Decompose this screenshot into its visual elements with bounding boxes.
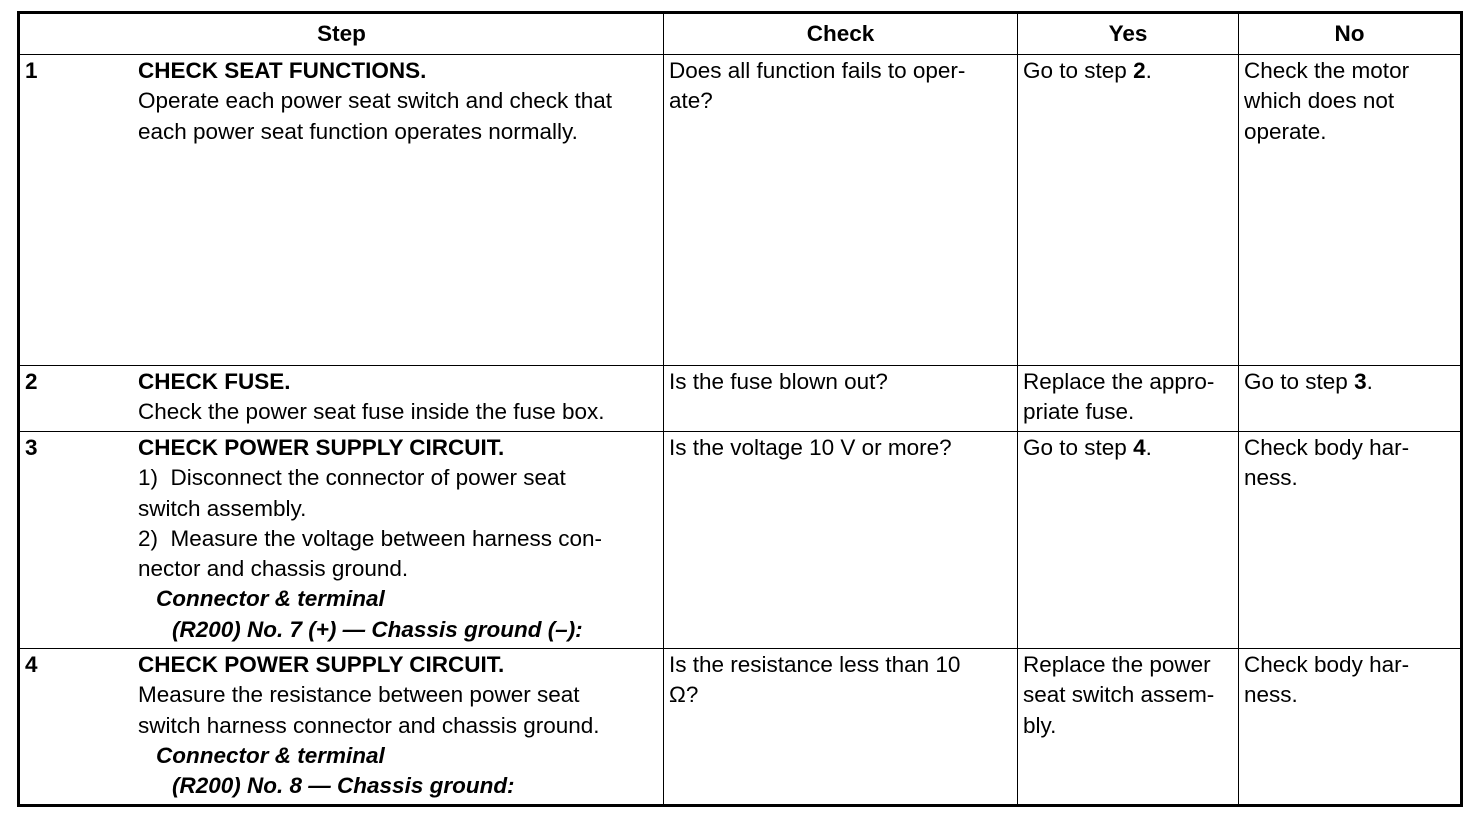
step-title: CHECK POWER SUPPLY CIRCUIT. — [138, 435, 505, 460]
step-instruction: each power seat function operates normally. — [138, 118, 578, 144]
no-cell — [1239, 649, 1462, 806]
connector-label: Connector & terminal — [156, 586, 385, 612]
table-row — [19, 55, 1462, 366]
yes-cell — [1018, 366, 1239, 432]
step-number: 2 — [25, 369, 38, 394]
check-text: Ω? — [669, 682, 699, 708]
step-cell — [19, 649, 664, 806]
step-title: CHECK FUSE. — [138, 369, 291, 394]
step-number: 4 — [25, 652, 38, 677]
step-instruction: nector and chassis ground. — [138, 556, 409, 582]
connector-terminal: (R200) No. 8 — Chassis ground: — [172, 773, 515, 799]
connector-terminal: (R200) No. 7 (+) — Chassis ground (–): — [172, 616, 583, 642]
diagnostic-table — [17, 11, 1463, 807]
no-text: ness. — [1244, 682, 1298, 708]
connector-label: Connector & terminal — [156, 742, 385, 768]
yes-text: Go to step — [1023, 435, 1134, 460]
no-step-ref: 3 — [1354, 369, 1367, 394]
yes-text-suffix: . — [1145, 435, 1152, 460]
step-cell — [19, 432, 664, 649]
table-row — [19, 366, 1462, 432]
no-text-suffix: . — [1366, 369, 1373, 394]
no-cell — [1239, 55, 1462, 366]
yes-text: priate fuse. — [1023, 399, 1135, 425]
step-instruction: switch harness connector and chassis ground. — [138, 712, 600, 738]
step-title: CHECK SEAT FUNCTIONS. — [138, 58, 427, 83]
no-text: Check body har- — [1244, 435, 1410, 460]
no-text: which does not — [1244, 88, 1395, 114]
step-number: 3 — [25, 435, 38, 460]
check-text: Is the fuse blown out? — [669, 369, 888, 394]
step-instruction: 1) Disconnect the connector of power seat — [138, 465, 566, 491]
yes-text: seat switch assem- — [1023, 682, 1215, 708]
yes-cell — [1018, 432, 1239, 649]
no-text: Check the motor — [1244, 58, 1410, 83]
check-cell — [664, 366, 1018, 432]
table-row — [19, 432, 1462, 649]
check-text: ate? — [669, 88, 713, 114]
check-cell — [664, 55, 1018, 366]
yes-text: bly. — [1023, 712, 1057, 738]
step-cell — [19, 366, 664, 432]
no-text: ness. — [1244, 465, 1298, 491]
header-no: No — [1239, 13, 1462, 55]
yes-step-ref: 4 — [1133, 435, 1146, 460]
check-cell — [664, 432, 1018, 649]
yes-text-suffix: . — [1145, 58, 1152, 83]
yes-text: Go to step — [1023, 58, 1134, 83]
header-step: Step — [19, 13, 664, 55]
no-text: Go to step — [1244, 369, 1355, 394]
yes-cell — [1018, 55, 1239, 366]
check-text: Is the voltage 10 V or more? — [669, 435, 952, 460]
step-instruction: Operate each power seat switch and check that — [138, 88, 613, 114]
step-instruction: Check the power seat fuse inside the fuse box. — [138, 399, 605, 425]
yes-text: Replace the appro- — [1023, 369, 1215, 394]
no-text: operate. — [1244, 118, 1327, 144]
yes-cell — [1018, 649, 1239, 806]
yes-step-ref: 2 — [1133, 58, 1146, 83]
step-cell — [19, 55, 664, 366]
table-row — [19, 649, 1462, 806]
yes-text: Replace the power — [1023, 652, 1211, 677]
header-yes: Yes — [1018, 13, 1239, 55]
no-cell — [1239, 432, 1462, 649]
step-title: CHECK POWER SUPPLY CIRCUIT. — [138, 652, 505, 677]
check-text: Does all function fails to oper- — [669, 58, 966, 83]
check-cell — [664, 649, 1018, 806]
no-text: Check body har- — [1244, 652, 1410, 677]
check-text: Is the resistance less than 10 — [669, 652, 961, 677]
header-row — [19, 13, 1462, 55]
step-instruction: Measure the resistance between power seat — [138, 682, 580, 708]
step-instruction: switch assembly. — [138, 495, 307, 521]
header-check: Check — [664, 13, 1018, 55]
no-cell — [1239, 366, 1462, 432]
step-instruction: 2) Measure the voltage between harness con- — [138, 525, 603, 551]
step-number: 1 — [25, 58, 38, 83]
